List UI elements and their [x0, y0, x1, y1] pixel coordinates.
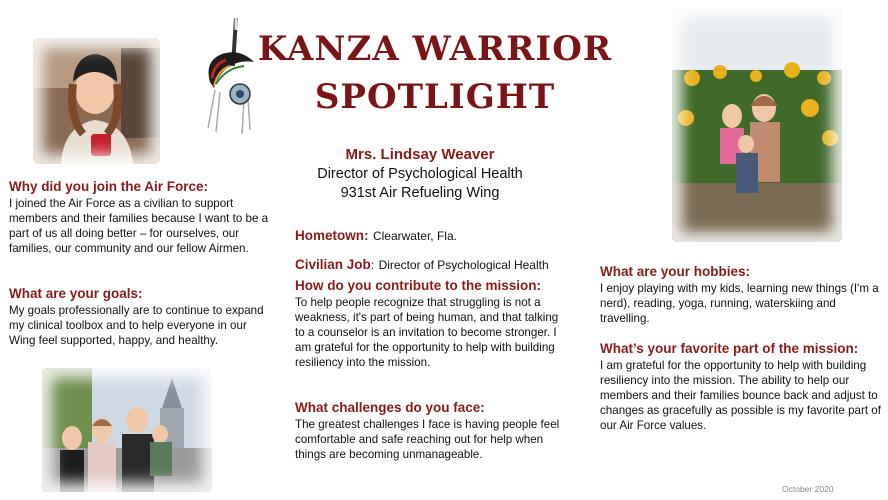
- why-join-body: I joined the Air Force as a civilian to support members and their families because I want to be a part of us all doing better – for ourselves, our families, our community and our fellow Airmen.: [9, 197, 269, 256]
- civilian-job-value: Director of Psychological Health: [378, 258, 549, 272]
- goals-section: [9, 286, 271, 348]
- hobbies-heading: What are your hobbies:: [600, 264, 751, 279]
- portrait-photo: [33, 38, 160, 164]
- family-photo-illustration: [42, 368, 212, 492]
- challenges-heading: What challenges do you face:: [295, 400, 485, 415]
- hobbies-section: [600, 264, 882, 326]
- contribute-heading: How do you contribute to the mission:: [295, 278, 541, 293]
- favorite-section: [600, 341, 882, 433]
- hometown-label: Hometown:: [295, 228, 369, 243]
- profile-name: Mrs. Lindsay Weaver: [345, 146, 495, 163]
- profile-block: [290, 146, 550, 201]
- favorite-heading: What’s your favorite part of the mission:: [600, 341, 859, 356]
- civilian-job-separator: :: [370, 258, 375, 272]
- date-footer: October 2020: [782, 484, 834, 494]
- favorite-body: I am grateful for the opportunity to help with building resiliency into the mission. The ability to help our members and their families bounce back and adjust to changes as gracefully as possible is my favorite part of our Air Force values.: [600, 359, 881, 433]
- challenges-section: [295, 400, 571, 462]
- why-join-heading: Why did you join the Air Force:: [9, 179, 208, 194]
- hometown-value: Clearwater, Fla.: [372, 229, 457, 243]
- civilian-job-row: [295, 256, 549, 274]
- family-photo: [42, 368, 212, 492]
- why-join-section: [9, 179, 271, 256]
- profile-unit: 931st Air Refueling Wing: [340, 185, 500, 201]
- portrait-photo-illustration: [33, 38, 160, 164]
- goals-heading: What are your goals:: [9, 286, 143, 301]
- page-title: [255, 29, 615, 117]
- challenges-body: The greatest challenges I face is having people feel comfortable and safe reaching out for help when things are becoming unmanageable.: [295, 418, 560, 462]
- profile-position: Director of Psychological Health: [317, 166, 523, 182]
- title-line-2: SPOTLIGHT: [314, 77, 556, 117]
- contribute-body: To help people recognize that struggling is not a weakness, it's part of being human, and that talking to a counselor is an invitation to become stronger. I am grateful for the opportunity to help with building resiliency into the mission.: [295, 296, 559, 370]
- contribute-section: [295, 278, 571, 370]
- headdress-logo: [200, 16, 262, 136]
- hobbies-body: I enjoy playing with my kids, learning new things (I'm a nerd), reading, yoga, running, waterskiing and travelling.: [600, 282, 879, 326]
- goals-body: My goals professionally are to continue to expand my clinical toolbox and to help everyone in our Wing feel supported, happy, and healthy.: [9, 304, 264, 348]
- sunflower-photo: [672, 8, 842, 242]
- title-line-1: KANZA WARRIOR: [257, 29, 613, 69]
- hometown-row: [295, 227, 457, 245]
- civilian-job-label: Civilian Job: [295, 257, 371, 272]
- sunflower-photo-illustration: [672, 8, 842, 242]
